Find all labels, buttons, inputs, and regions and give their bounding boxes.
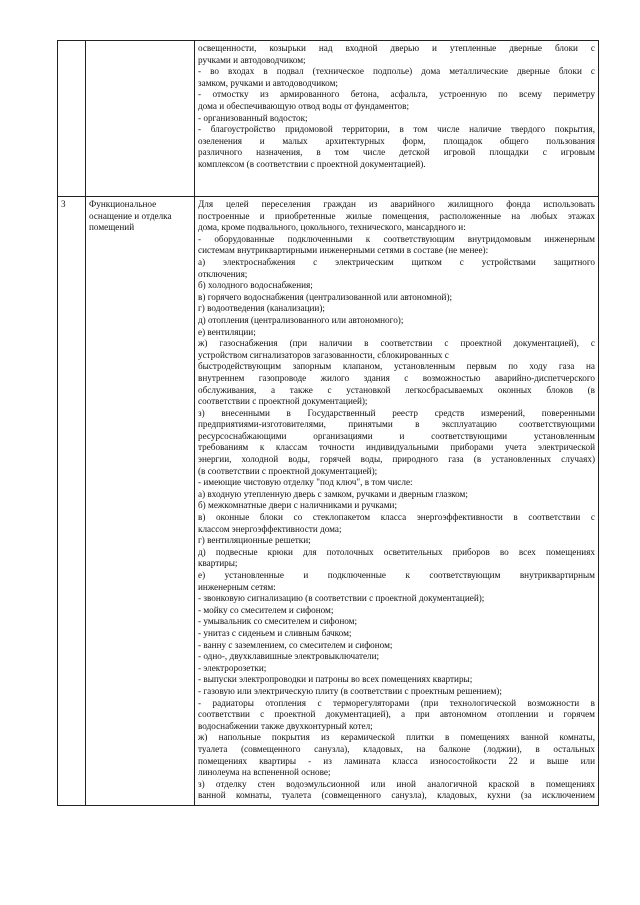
text-line: е) установленные и подключенные к соответствующим внутриквартирным <box>198 570 595 580</box>
text-line: квартиры; <box>198 558 238 569</box>
text-line: туалета (совмещенного санузла), кладовых, на балконе (лоджии), в остальных <box>198 743 595 754</box>
text-line: замком, ручками и автодоводчиком; <box>198 77 338 88</box>
text-line: линолеума на вспененной основе; <box>198 767 331 778</box>
text-line: - одно-, двухклавишные электровыключатели; <box>198 651 380 662</box>
text-line: ресурсоснабжающими организациями и соответствующими установленным <box>198 430 595 441</box>
requirements-table <box>57 40 599 806</box>
table-row <box>58 197 599 806</box>
text-line: б) холодного водоснабжения; <box>198 280 313 291</box>
text-line: ванной комнаты, туалета (совмещенного санузла), кладовых, кухни (за исключением <box>198 790 595 801</box>
text-line: - отмостку из армированного бетона, асфальта, устроенную по всему периметру <box>198 89 595 100</box>
row-label-cell <box>86 41 195 197</box>
row-number-cell <box>58 41 86 197</box>
text-line: энергии, холодной воды, горячей воды, природного газа (в установленных случаях) <box>198 454 595 465</box>
text-line: озеленения и малых архитектурных форм, площадок общего пользования <box>198 135 595 146</box>
table-row <box>58 41 599 197</box>
row-label-line: помещений <box>89 222 135 233</box>
row-content-cell <box>195 197 599 806</box>
text-line: - оборудованные подключенными к соответствующим внутридомовым инженерным <box>198 233 595 244</box>
text-line: д) отопления (централизованного или автономного); <box>198 314 404 325</box>
text-line: - радиаторы отопления с терморегуляторами (при технологической возможности в <box>198 697 595 708</box>
content-text <box>198 43 595 171</box>
text-line: г) водоотведения (канализации); <box>198 303 325 314</box>
text-line: (в соответствии с проектной документацией); <box>198 465 378 476</box>
text-line: требованиям к классам точности индивидуальными приборами учета электрической <box>198 442 595 453</box>
text-line: классом энергоэффективности дома; <box>198 523 342 534</box>
row-label-line: оснащение и отделка <box>89 210 172 221</box>
text-line: з) отделку стен водоэмульсионной или иной аналогичной краской в помещениях <box>198 778 595 789</box>
text-line: - имеющие чистовую отделку "под ключ", в том числе: <box>198 477 413 488</box>
text-line: предприятиями-изготовителями, принятыми в эксплуатацию соответствующими <box>198 419 595 430</box>
text-line: быстродействующим запорным клапаном, установленным первым по ходу газа на <box>198 361 595 372</box>
text-line: е) вентиляции; <box>198 326 256 337</box>
row-content-cell <box>195 41 599 197</box>
row-label-cell <box>86 197 195 806</box>
text-line: водоснабжении также двухконтурный котел; <box>198 720 373 731</box>
text-line: в) горячего водоснабжения (централизованной или автономной); <box>198 291 453 302</box>
text-line: б) межкомнатные двери с наличниками и ручками; <box>198 500 398 511</box>
text-line: соответствии с проектной документацией), а при автономном отоплении и горячем <box>198 709 595 720</box>
text-line: освещенности, козырьки над входной дверью и утепленные дверные блоки с <box>198 43 595 53</box>
text-line: - электророзетки; <box>198 662 267 673</box>
text-line: обслуживания, а также с установкой легкосбрасываемых оконных блоков (в <box>198 384 595 395</box>
text-line: з) внесенными в Государственный реестр средств измерений, поверенными <box>198 407 595 418</box>
text-line: комплексом (в соответствии с проектной документацией). <box>198 158 426 169</box>
text-line: внутреннем газопроводе жилого здания с возможностью аварийно-диспетчерского <box>198 372 595 383</box>
text-line: соответствии с проектной документацией); <box>198 396 368 407</box>
text-line: г) вентиляционные решетки; <box>198 535 311 546</box>
text-line: - газовую или электрическую плиту (в соответствии с проектным решением); <box>198 685 502 696</box>
text-line: а) входную утепленную дверь с замком, ручками и дверным глазком; <box>198 488 468 499</box>
text-line: - ванну с заземлением, со смесителем и сифоном; <box>198 639 393 650</box>
text-line: дома и обеспечивающую отвод воды от фундаментов; <box>198 100 410 111</box>
text-line: отключения; <box>198 268 248 279</box>
text-line: в) оконные блоки со стеклопакетом класса энергоэффективности в соответствии с <box>198 512 595 523</box>
text-line: д) подвесные крюки для потолочных осветительных приборов во всех помещениях <box>198 546 595 557</box>
text-line: различного назначения, в том числе детской игровой площадки с игровым <box>198 147 595 158</box>
text-line: дома, кроме подвального, цокольного, технического, мансардного и: <box>198 222 466 233</box>
text-line: - умывальник со смесителем и сифоном; <box>198 616 358 627</box>
row-number-cell: 3 <box>58 197 86 806</box>
text-line: - звонковую сигнализацию (в соответствии с проектной документацией); <box>198 593 485 604</box>
text-line: - унитаз с сиденьем и сливным бачком; <box>198 627 352 638</box>
text-line: ручками и автодоводчиком; <box>198 54 306 65</box>
text-line: ж) напольные покрытия из керамической плитки в помещениях ванной комнаты, <box>198 732 595 743</box>
text-line: а) электроснабжения с электрическим щитком с устройствами защитного <box>198 256 595 267</box>
text-line: ж) газоснабжения (при наличии в соответствии с проектной документацией), с <box>198 338 595 349</box>
text-line: - выпуски электропроводки и патроны во всех помещениях квартиры; <box>198 674 473 685</box>
text-line: - организованный водосток; <box>198 112 308 123</box>
text-line: построенные и приобретенные жилые помещения, расположенные на любых этажах <box>198 210 595 221</box>
text-line: помещениях квартиры - из ламината класса износостойкости 22 и выше или <box>198 755 595 766</box>
text-line: системам внутриквартирными инженерными сетями в составе (не менее): <box>198 245 489 256</box>
text-line: инженерным сетям: <box>198 581 276 592</box>
text-line: - во входах в подвал (техническое подполье) дома металлические дверные блоки с <box>198 66 595 77</box>
text-line: - благоустройство придомовой территории, в том числе наличие твердого покрытия, <box>198 124 595 135</box>
text-line: Для целей переселения граждан из аварийного жилищного фонда использовать <box>198 199 595 209</box>
text-line: устройством сигнализаторов загазованности, сблокированных с <box>198 349 449 360</box>
row-label-line: Функциональное <box>89 199 157 209</box>
text-line: - мойку со смесителем и сифоном; <box>198 604 334 615</box>
content-text <box>198 199 595 802</box>
